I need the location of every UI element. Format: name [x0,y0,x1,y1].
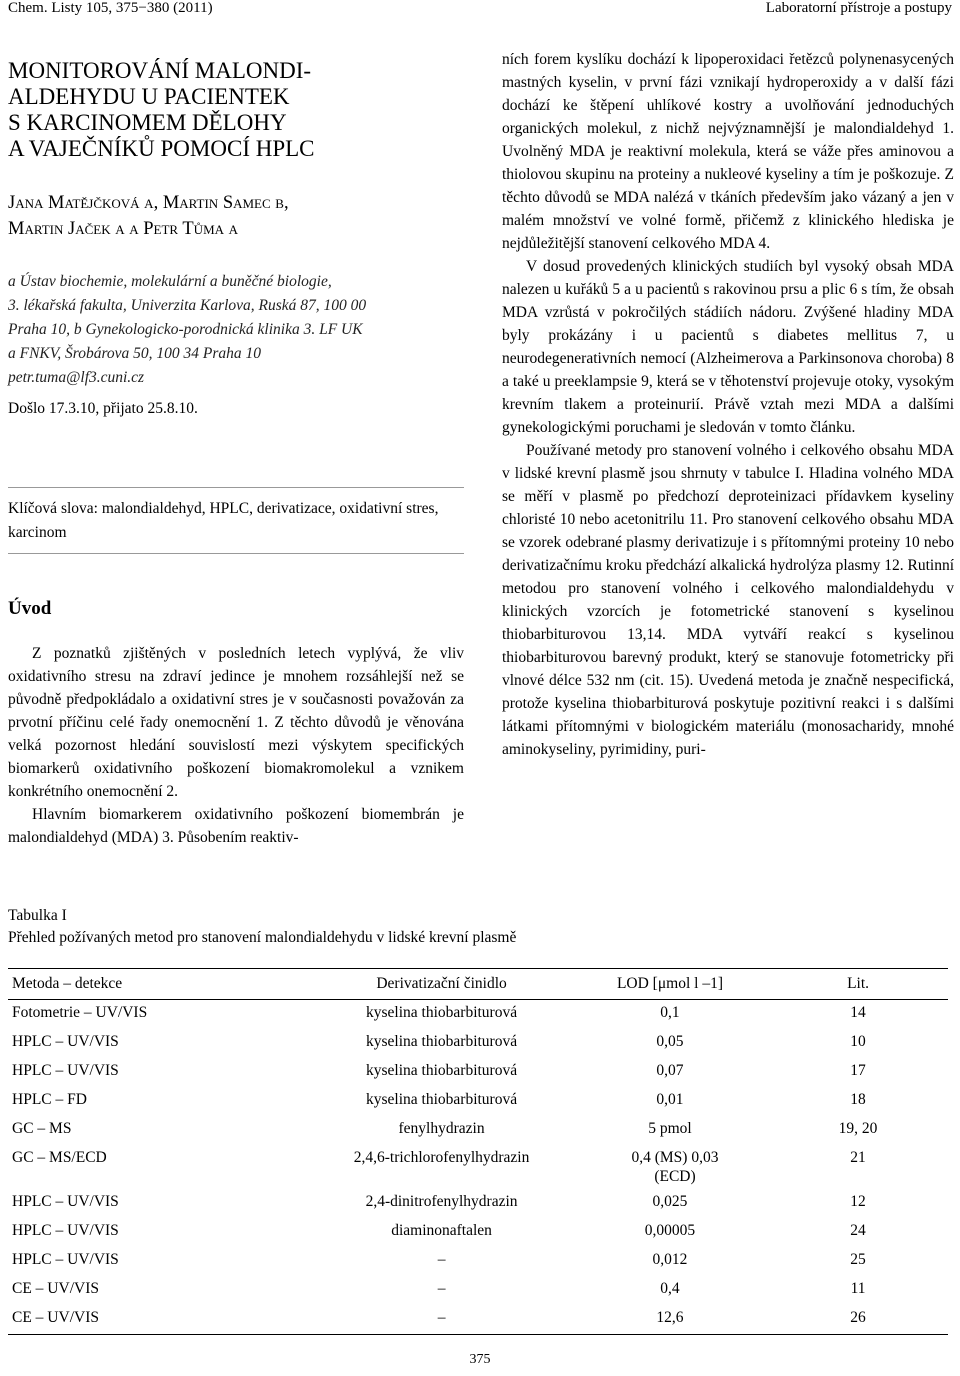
affiliation-line: 3. lékařská fakulta, Univerzita Karlova, Ruská 87, 100 00 [8,297,367,314]
table-cell: 19, 20 [838,1120,878,1137]
table-cell: – [437,1251,446,1268]
authors-line: Martin Jaček a a Petr Tůma a [8,219,239,239]
table-cell: fenylhydrazin [398,1120,485,1137]
table-cell: 0,012 [652,1251,688,1268]
table-label: Tabulka I [8,907,67,924]
table-cell: diaminonaftalen [391,1222,492,1239]
paragraph: ních forem kyslíku dochází k lipoperoxidaci řetězců polynenasycených mastných kyselin, v první fázi vznikají hydroperoxidy a v další fázi dochází ke štěpení uhlíkové kostry a uvolňování jednoduchých organických molekul, z nichž nejvýznamnější je malondialdehyd 1. Uvolněný MDA je reaktivní molekula, která se váže přes aminovou a thiolovou skupinu na proteiny a nukleové kyseliny a tím je poškozuje. Z těchto důvodů se MDA nalézá v tkáních především jako vázaný a jen v malém množství ve volné formě, přičemž z klinického hlediska je nejdůležitější stanovení celkového MDA 4. [502,51,954,252]
running-head-journal: Chem. Listy 105, 375−380 (2011) [8,0,213,16]
table-cell: 12,6 [572,1305,768,1335]
section-heading: Úvod [8,598,52,619]
table-cell: HPLC – UV/VIS [12,1251,119,1268]
table-cell: kyselina thiobarbiturová [366,1062,518,1079]
table-cell: 11 [850,1280,866,1297]
table-cell: 0,07 [656,1062,684,1079]
table-cell: kyselina thiobarbiturová [366,1033,518,1050]
title-line: ALDEHYDU U PACIENTEK [8,84,290,109]
table-row [8,1058,948,1087]
table-cell: HPLC – UV/VIS [12,1062,119,1079]
table-cell: 18 [850,1091,866,1108]
table-cell: kyselina thiobarbiturová [366,1004,518,1021]
body-column-left [8,642,464,849]
table-cell: HPLC – UV/VIS [12,1033,119,1050]
table-cell: 10 [850,1033,866,1050]
table-cell: 12 [850,1193,866,1210]
table-cell: 5 pmol [648,1120,692,1137]
table-row [8,1276,948,1305]
column-header: Derivatizační činidlo [311,969,572,1000]
table-cell: – [311,1305,572,1335]
column-header: LOD [μmol l –1] [572,969,768,1000]
table-row [8,1218,948,1247]
table-cell: 0,00005 [644,1222,696,1239]
column-header: Lit. [768,969,948,1000]
table-cell: CE – UV/VIS [12,1280,99,1297]
table-cell: 0,4 [660,1280,680,1297]
paragraph: Z poznatků zjištěných v posledních letech vyplývá, že vliv oxidativního stresu na zdraví jedince je mnohem rozsáhlejší než se původně předpokládalo a oxidativní stres je v současnosti považován za prvotní příčinu celé řady onemocnění 1. Z těchto důvodů je věnována velká pozornost hledání souvislostí mezi výskytem specifických biomarkerů oxidativního poškození biomakromolekul a vznikem konkrétního onemocnění 2. [8,645,464,800]
title-line: S KARCINOMEM DĚLOHY [8,110,287,135]
article-title [8,58,468,162]
table-cell: 26 [768,1305,948,1335]
table-cell: 2,4,6-trichlorofenylhydrazin [353,1149,530,1166]
table-cell: 24 [850,1222,866,1239]
column-header: Metoda – detekce [8,969,311,1000]
table-cell: 0,025 [652,1193,688,1210]
author-list [8,190,468,242]
paragraph: V dosud provedených klinických studiích byl vysoký obsah MDA nalezen u kuřáků 5 a u pacientů s rakovinou prsu a plic 6 s tím, že obsah MDA vzrůstá v pokročilých stádiích nádoru. Zvýšené hladiny MDA byly prokázány i u pacientů s diabetes mellitus 7, u neurodegenerativních nemocí (Alzheimerova a Parkinsonova choroba) 8 a také u preeklampsie 9, která se v těhotenství projevuje otoky, vysokým krevním tlakem a proteinurií. Právě vztah mezi MDA a dalšími gynekologickými poruchami je sledován v tomto článku. [502,258,954,436]
table-row [8,1305,948,1335]
table-cell: HPLC – UV/VIS [12,1193,119,1210]
keywords-rule-top [8,487,464,488]
table-caption [8,905,808,949]
body-column-right [502,48,954,761]
authors-line: Jana Matějčková a, Martin Samec b, [8,193,289,213]
table-cell: 0,4 (MS) 0,03 (ECD) [631,1149,719,1185]
paragraph: Hlavním biomarkerem oxidativního poškození biomembrán je malondialdehyd (MDA) 3. Působením reaktiv- [8,806,464,846]
table-cell: GC – MS [12,1120,72,1137]
affiliation-line: Praha 10, b Gynekologicko-porodnická klinika 3. LF UK [8,321,363,338]
table-row [8,1145,948,1189]
table-cell: 0,05 [656,1033,684,1050]
table-row [8,1189,948,1218]
table-cell: 25 [850,1251,866,1268]
table-row [8,1029,948,1058]
received-dates: Došlo 17.3.10, přijato 25.8.10. [8,400,198,417]
table-cell: 0,01 [656,1091,684,1108]
affiliation-line: a Ústav biochemie, molekulární a buněčné biologie, [8,273,332,290]
table-cell: HPLC – FD [12,1091,87,1108]
table-caption-text: Přehled požívaných metod pro stanovení malondialdehydu v lidské krevní plasmě [8,929,517,946]
table-row [8,1247,948,1276]
page-number: 375 [469,1352,491,1367]
running-head-section: Laboratorní přístroje a postupy [765,0,952,16]
table-row [8,1116,948,1145]
methods-table [8,968,948,1335]
table-cell: 17 [850,1062,866,1079]
table-cell: Fotometrie – UV/VIS [12,1004,148,1021]
table-header-row [8,969,948,1000]
contact-email: petr.tuma@lf3.cuni.cz [8,369,145,386]
table-row [8,1087,948,1116]
keywords: Klíčová slova: malondialdehyd, HPLC, derivatizace, oxidativní stres, karcinom [8,500,439,541]
table-cell: 0,1 [660,1004,680,1021]
table-cell: 2,4-dinitrofenylhydrazin [365,1193,518,1210]
title-line: MONITOROVÁNÍ MALONDI- [8,58,312,83]
table-cell: CE – UV/VIS [8,1305,311,1335]
title-line: A VAJEČNÍKŮ POMOCÍ HPLC [8,136,315,161]
table-cell: 14 [850,1004,866,1021]
keywords-rule-bottom [8,553,464,554]
table-cell: 21 [850,1149,866,1166]
affiliation-line: a FNKV, Šrobárova 50, 100 34 Praha 10 [8,345,262,362]
table-cell: – [437,1280,446,1297]
table-cell: HPLC – UV/VIS [12,1222,119,1239]
paragraph: Používané metody pro stanovení volného i celkového obsahu MDA v lidské krevní plasmě jsou shrnuty v tabulce I. Hladina volného MDA se měří v plasmě po předchozí deproteinizaci přídavkem kyseliny chloristé 10 nebo acetonitrilu 11. Pro stanovení celkového obsahu MDA se vzorek odebrané plasmy derivatizuje i s přítomnými proteiny 10 nebo derivatizačnímu kroku předchází alkalická hydrolýza plasmy 12. Rutinní metodou pro stanovení volného i celkového malondialdehydu v klinických vzorcích je fotometrické stanovení s kyselinou thiobarbiturovou 13,14. MDA vytváří reakcí s kyselinou thiobarbiturovou barevný produkt, který se stanovuje fotometricky při vlnové délce 532 nm (cit. 15). Uvedená metoda je značně nespecifická, protože kyselina thiobarbiturová poskytuje pozitivní reakci i s dalšími látkami přítomnými v biologickém materiálu (monosacharidy, mnohé aminokyseliny, pyrimidiny, puri- [502,442,954,758]
affiliations [8,270,468,390]
table-cell: kyselina thiobarbiturová [366,1091,518,1108]
table-cell: GC – MS/ECD [12,1149,107,1166]
table-row [8,1000,948,1030]
